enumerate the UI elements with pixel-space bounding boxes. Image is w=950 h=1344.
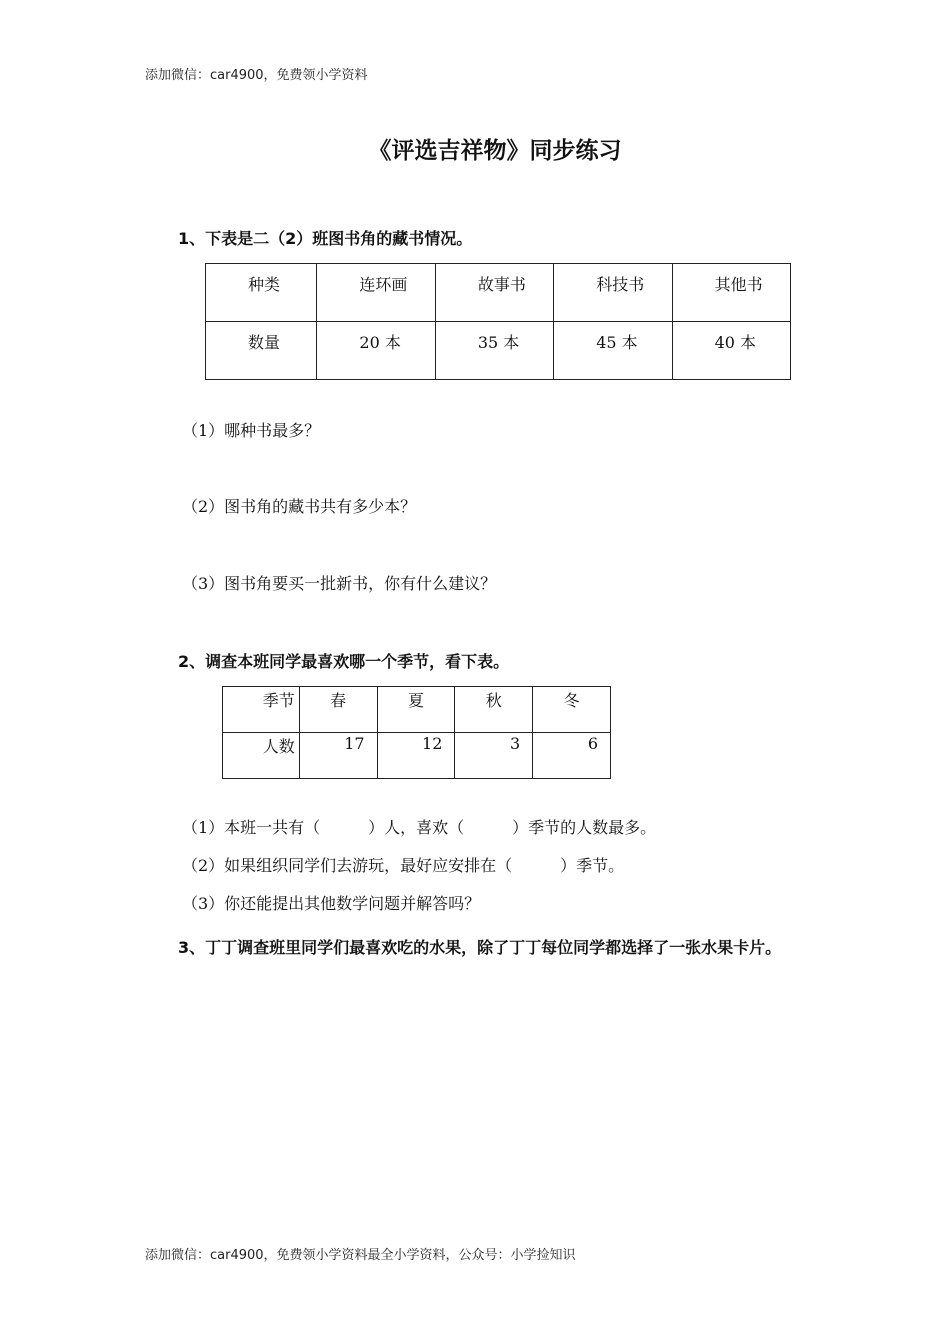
book-inventory-table — [205, 263, 791, 380]
question-2-heading: 2、调查本班同学最喜欢哪一个季节，看下表。 — [178, 652, 510, 671]
question-1-sub-1: （1）哪种书最多？ — [182, 421, 321, 440]
question-2-sub-3: （3）你还能提出其他数学问题并解答吗？ — [182, 894, 481, 913]
table-cell: 45 本 — [554, 322, 672, 380]
table-cell: 秋 — [455, 687, 533, 733]
page-header: 添加微信：car4900，免费领小学资料 — [145, 68, 368, 83]
season-survey-table — [222, 686, 611, 779]
question-1-sub-2: （2）图书角的藏书共有多少本？ — [182, 497, 417, 516]
question-3-text: 3、丁丁调查班里同学们最喜欢吃的水果，除了丁丁每位同学都选择了一张水果卡片。 — [178, 938, 782, 957]
table-cell: 春 — [299, 687, 377, 733]
table-cell: 40 本 — [672, 322, 790, 380]
table-cell: 连环画 — [317, 264, 435, 322]
question-1-sub-3: （3）图书角要买一批新书，你有什么建议？ — [182, 574, 497, 593]
table-row — [206, 264, 791, 322]
table-row — [206, 322, 791, 380]
page-title: 《评选吉祥物》同步练习 — [368, 138, 622, 164]
table-cell: 冬 — [533, 687, 611, 733]
question-2-sub-2: （2）如果组织同学们去游玩，最好应安排在（ ）季节。 — [182, 856, 625, 875]
table-row — [223, 687, 611, 733]
table-cell: 17 — [299, 733, 377, 779]
page-footer: 添加微信：car4900，免费领小学资料最全小学资料，公众号：小学捡知识 — [145, 1248, 576, 1263]
table-cell: 科技书 — [554, 264, 672, 322]
table-cell: 12 — [377, 733, 455, 779]
table-cell: 故事书 — [435, 264, 553, 322]
question-1-heading: 1、下表是二（2）班图书角的藏书情况。 — [178, 229, 473, 248]
question-2-sub-1: （1）本班一共有（ ）人，喜欢（ ）季节的人数最多。 — [182, 818, 657, 837]
table-cell: 夏 — [377, 687, 455, 733]
table-row — [223, 733, 611, 779]
table-cell: 3 — [455, 733, 533, 779]
table-cell: 其他书 — [672, 264, 790, 322]
table-cell: 季节 — [223, 687, 300, 733]
table-cell: 数量 — [206, 322, 317, 380]
table-cell: 人数 — [223, 733, 300, 779]
table-cell: 种类 — [206, 264, 317, 322]
table-cell: 20 本 — [317, 322, 435, 380]
table-cell: 6 — [533, 733, 611, 779]
table-cell: 35 本 — [435, 322, 553, 380]
